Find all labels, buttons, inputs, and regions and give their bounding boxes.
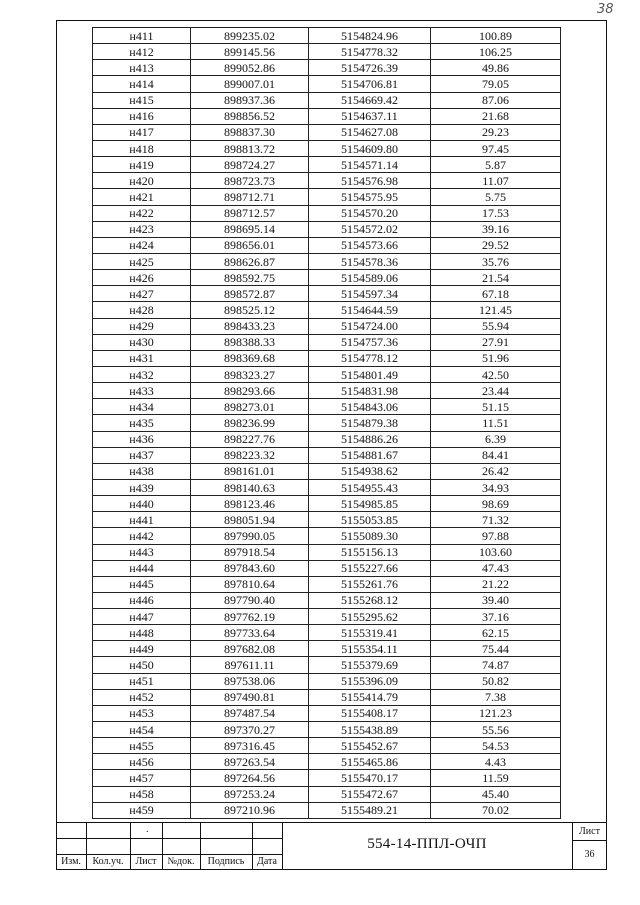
x-coordinate-cell: 897253.24 — [191, 786, 309, 802]
distance-cell: 39.40 — [431, 592, 561, 608]
point-id-cell: н441 — [93, 512, 191, 528]
x-coordinate-cell: 898369.68 — [191, 350, 309, 366]
point-id-cell: н431 — [93, 350, 191, 366]
point-id-cell: н446 — [93, 592, 191, 608]
point-id-cell: н425 — [93, 253, 191, 269]
y-coordinate-cell: 5154955.43 — [309, 479, 431, 495]
point-id-cell: н438 — [93, 463, 191, 479]
x-coordinate-cell: 898236.99 — [191, 415, 309, 431]
table-row — [93, 399, 561, 415]
point-id-cell: н430 — [93, 334, 191, 350]
table-row — [93, 738, 561, 754]
point-id-cell: н411 — [93, 28, 191, 44]
y-coordinate-cell: 5155414.79 — [309, 689, 431, 705]
distance-cell: 55.94 — [431, 318, 561, 334]
point-id-cell: н422 — [93, 205, 191, 221]
y-coordinate-cell: 5154575.95 — [309, 189, 431, 205]
y-coordinate-cell: 5154831.98 — [309, 383, 431, 399]
table-row — [93, 754, 561, 770]
table-row — [93, 496, 561, 512]
y-coordinate-cell: 5155261.76 — [309, 576, 431, 592]
table-row — [93, 673, 561, 689]
x-coordinate-cell: 898433.23 — [191, 318, 309, 334]
y-coordinate-cell: 5154879.38 — [309, 415, 431, 431]
x-coordinate-cell: 897682.08 — [191, 641, 309, 657]
table-row — [93, 124, 561, 140]
table-row — [93, 60, 561, 76]
y-coordinate-cell: 5154627.08 — [309, 124, 431, 140]
point-id-cell: н451 — [93, 673, 191, 689]
x-coordinate-cell: 898572.87 — [191, 286, 309, 302]
x-coordinate-cell: 898273.01 — [191, 399, 309, 415]
title-block — [56, 822, 607, 870]
distance-cell: 29.52 — [431, 237, 561, 253]
table-row — [93, 205, 561, 221]
point-id-cell: н453 — [93, 705, 191, 721]
distance-cell: 29.23 — [431, 124, 561, 140]
distance-cell: 11.51 — [431, 415, 561, 431]
table-row — [93, 221, 561, 237]
table-row — [93, 92, 561, 108]
x-coordinate-cell: 898723.73 — [191, 173, 309, 189]
distance-cell: 23.44 — [431, 383, 561, 399]
y-coordinate-cell: 5155319.41 — [309, 625, 431, 641]
point-id-cell: н420 — [93, 173, 191, 189]
x-coordinate-cell: 898656.01 — [191, 237, 309, 253]
distance-cell: 21.68 — [431, 108, 561, 124]
x-coordinate-cell: 898856.52 — [191, 108, 309, 124]
document-code: 554-14-ППЛ-ОЧП — [367, 836, 487, 852]
distance-cell: 26.42 — [431, 463, 561, 479]
point-id-cell: н427 — [93, 286, 191, 302]
y-coordinate-cell: 5154985.85 — [309, 496, 431, 512]
x-coordinate-cell: 899235.02 — [191, 28, 309, 44]
y-coordinate-cell: 5154571.14 — [309, 157, 431, 173]
point-id-cell: н417 — [93, 124, 191, 140]
x-coordinate-cell: 898937.36 — [191, 92, 309, 108]
distance-cell: 84.41 — [431, 447, 561, 463]
point-id-cell: н413 — [93, 60, 191, 76]
y-coordinate-cell: 5155465.86 — [309, 754, 431, 770]
x-coordinate-cell: 898123.46 — [191, 496, 309, 512]
point-id-cell: н447 — [93, 609, 191, 625]
y-coordinate-cell: 5155268.12 — [309, 592, 431, 608]
table-row — [93, 544, 561, 560]
x-coordinate-cell: 899145.56 — [191, 44, 309, 60]
distance-cell: 121.23 — [431, 705, 561, 721]
table-row — [93, 802, 561, 818]
x-coordinate-cell: 897918.54 — [191, 544, 309, 560]
distance-cell: 27.91 — [431, 334, 561, 350]
x-coordinate-cell: 899052.86 — [191, 60, 309, 76]
distance-cell: 42.50 — [431, 366, 561, 382]
y-coordinate-cell: 5154801.49 — [309, 366, 431, 382]
y-coordinate-cell: 5154609.80 — [309, 140, 431, 156]
x-coordinate-cell: 898223.32 — [191, 447, 309, 463]
distance-cell: 67.18 — [431, 286, 561, 302]
point-id-cell: н444 — [93, 560, 191, 576]
y-coordinate-cell: 5155470.17 — [309, 770, 431, 786]
x-coordinate-cell: 897538.06 — [191, 673, 309, 689]
coordinates-table — [92, 27, 561, 819]
distance-cell: 54.53 — [431, 738, 561, 754]
distance-cell: 51.96 — [431, 350, 561, 366]
x-coordinate-cell: 898525.12 — [191, 302, 309, 318]
table-row — [93, 237, 561, 253]
x-coordinate-cell: 898293.66 — [191, 383, 309, 399]
point-id-cell: н449 — [93, 641, 191, 657]
x-coordinate-cell: 897843.60 — [191, 560, 309, 576]
distance-cell: 17.53 — [431, 205, 561, 221]
sheet-number: 36 — [584, 849, 595, 860]
x-coordinate-cell: 897264.56 — [191, 770, 309, 786]
x-coordinate-cell: 898813.72 — [191, 140, 309, 156]
distance-cell: 4.43 — [431, 754, 561, 770]
label-data: Дата — [257, 856, 277, 867]
point-id-cell: н452 — [93, 689, 191, 705]
table-row — [93, 512, 561, 528]
table-row — [93, 302, 561, 318]
y-coordinate-cell: 5154576.98 — [309, 173, 431, 189]
point-id-cell: н443 — [93, 544, 191, 560]
table-row — [93, 28, 561, 44]
x-coordinate-cell: 898323.27 — [191, 366, 309, 382]
point-id-cell: н418 — [93, 140, 191, 156]
point-id-cell: н445 — [93, 576, 191, 592]
distance-cell: 50.82 — [431, 673, 561, 689]
x-coordinate-cell: 898724.27 — [191, 157, 309, 173]
x-coordinate-cell: 897316.45 — [191, 738, 309, 754]
distance-cell: 103.60 — [431, 544, 561, 560]
x-coordinate-cell: 897790.40 — [191, 592, 309, 608]
distance-cell: 11.07 — [431, 173, 561, 189]
distance-cell: 98.69 — [431, 496, 561, 512]
point-id-cell: н419 — [93, 157, 191, 173]
table-row — [93, 431, 561, 447]
y-coordinate-cell: 5154726.39 — [309, 60, 431, 76]
y-coordinate-cell: 5154824.96 — [309, 28, 431, 44]
table-row — [93, 76, 561, 92]
point-id-cell: н412 — [93, 44, 191, 60]
table-row — [93, 189, 561, 205]
y-coordinate-cell: 5154570.20 — [309, 205, 431, 221]
distance-cell: 34.93 — [431, 479, 561, 495]
x-coordinate-cell: 898161.01 — [191, 463, 309, 479]
sheet-label: Лист — [579, 826, 600, 837]
distance-cell: 70.02 — [431, 802, 561, 818]
distance-cell: 49.86 — [431, 60, 561, 76]
y-coordinate-cell: 5155295.62 — [309, 609, 431, 625]
table-row — [93, 770, 561, 786]
y-coordinate-cell: 5154757.36 — [309, 334, 431, 350]
y-coordinate-cell: 5154724.00 — [309, 318, 431, 334]
distance-cell: 75.44 — [431, 641, 561, 657]
distance-cell: 100.89 — [431, 28, 561, 44]
point-id-cell: н448 — [93, 625, 191, 641]
point-id-cell: н457 — [93, 770, 191, 786]
table-row — [93, 641, 561, 657]
table-row — [93, 318, 561, 334]
table-row — [93, 463, 561, 479]
y-coordinate-cell: 5155396.09 — [309, 673, 431, 689]
point-id-cell: н424 — [93, 237, 191, 253]
x-coordinate-cell: 898626.87 — [191, 253, 309, 269]
point-id-cell: н437 — [93, 447, 191, 463]
distance-cell: 121.45 — [431, 302, 561, 318]
table-row — [93, 350, 561, 366]
y-coordinate-cell: 5154843.06 — [309, 399, 431, 415]
x-coordinate-cell: 897210.96 — [191, 802, 309, 818]
table-row — [93, 270, 561, 286]
x-coordinate-cell: 897810.64 — [191, 576, 309, 592]
point-id-cell: н426 — [93, 270, 191, 286]
point-id-cell: н434 — [93, 399, 191, 415]
distance-cell: 62.15 — [431, 625, 561, 641]
point-id-cell: н429 — [93, 318, 191, 334]
distance-cell: 5.75 — [431, 189, 561, 205]
distance-cell: 11.59 — [431, 770, 561, 786]
x-coordinate-cell: 898837.30 — [191, 124, 309, 140]
point-id-cell: н458 — [93, 786, 191, 802]
x-coordinate-cell: 897762.19 — [191, 609, 309, 625]
point-id-cell: н459 — [93, 802, 191, 818]
page-corner-number: 38 — [597, 2, 614, 17]
table-row — [93, 157, 561, 173]
table-row — [93, 479, 561, 495]
table-row — [93, 609, 561, 625]
table-row — [93, 657, 561, 673]
y-coordinate-cell: 5154881.67 — [309, 447, 431, 463]
distance-cell: 79.05 — [431, 76, 561, 92]
x-coordinate-cell: 898712.57 — [191, 205, 309, 221]
distance-cell: 5.87 — [431, 157, 561, 173]
x-coordinate-cell: 897490.81 — [191, 689, 309, 705]
y-coordinate-cell: 5154572.02 — [309, 221, 431, 237]
distance-cell: 51.15 — [431, 399, 561, 415]
label-kol-uch: Кол.уч. — [92, 856, 124, 867]
point-id-cell: н428 — [93, 302, 191, 318]
point-id-cell: н423 — [93, 221, 191, 237]
y-coordinate-cell: 5155156.13 — [309, 544, 431, 560]
table-row — [93, 286, 561, 302]
table-row — [93, 447, 561, 463]
y-coordinate-cell: 5154573.66 — [309, 237, 431, 253]
table-row — [93, 560, 561, 576]
y-coordinate-cell: 5154578.36 — [309, 253, 431, 269]
table-row — [93, 415, 561, 431]
table-row — [93, 705, 561, 721]
point-id-cell: н415 — [93, 92, 191, 108]
x-coordinate-cell: 897733.64 — [191, 625, 309, 641]
label-izm: Изм. — [61, 856, 81, 867]
distance-cell: 37.16 — [431, 609, 561, 625]
y-coordinate-cell: 5155053.85 — [309, 512, 431, 528]
distance-cell: 35.76 — [431, 253, 561, 269]
y-coordinate-cell: 5154938.62 — [309, 463, 431, 479]
x-coordinate-cell: 897990.05 — [191, 528, 309, 544]
x-coordinate-cell: 897263.54 — [191, 754, 309, 770]
distance-cell: 97.88 — [431, 528, 561, 544]
point-id-cell: н421 — [93, 189, 191, 205]
point-id-cell: н456 — [93, 754, 191, 770]
point-id-cell: н450 — [93, 657, 191, 673]
point-id-cell: н435 — [93, 415, 191, 431]
label-ndok: №док. — [167, 856, 195, 867]
x-coordinate-cell: 897611.11 — [191, 657, 309, 673]
x-coordinate-cell: 898712.71 — [191, 189, 309, 205]
point-id-cell: н440 — [93, 496, 191, 512]
y-coordinate-cell: 5154669.42 — [309, 92, 431, 108]
x-coordinate-cell: 898227.76 — [191, 431, 309, 447]
x-coordinate-cell: 897370.27 — [191, 722, 309, 738]
x-coordinate-cell: 898592.75 — [191, 270, 309, 286]
point-id-cell: н454 — [93, 722, 191, 738]
table-row — [93, 108, 561, 124]
x-coordinate-cell: 898388.33 — [191, 334, 309, 350]
table-row — [93, 334, 561, 350]
y-coordinate-cell: 5155408.17 — [309, 705, 431, 721]
y-coordinate-cell: 5154597.34 — [309, 286, 431, 302]
title-block-dot: . — [146, 824, 149, 835]
table-row — [93, 592, 561, 608]
table-row — [93, 722, 561, 738]
distance-cell: 87.06 — [431, 92, 561, 108]
y-coordinate-cell: 5155227.66 — [309, 560, 431, 576]
y-coordinate-cell: 5154886.26 — [309, 431, 431, 447]
distance-cell: 71.32 — [431, 512, 561, 528]
distance-cell: 21.22 — [431, 576, 561, 592]
point-id-cell: н442 — [93, 528, 191, 544]
y-coordinate-cell: 5155472.67 — [309, 786, 431, 802]
table-row — [93, 786, 561, 802]
x-coordinate-cell: 898051.94 — [191, 512, 309, 528]
point-id-cell: н432 — [93, 366, 191, 382]
x-coordinate-cell: 898140.63 — [191, 479, 309, 495]
y-coordinate-cell: 5155354.11 — [309, 641, 431, 657]
distance-cell: 106.25 — [431, 44, 561, 60]
y-coordinate-cell: 5154589.06 — [309, 270, 431, 286]
table-row — [93, 173, 561, 189]
point-id-cell: н416 — [93, 108, 191, 124]
distance-cell: 97.45 — [431, 140, 561, 156]
y-coordinate-cell: 5154637.11 — [309, 108, 431, 124]
y-coordinate-cell: 5155379.69 — [309, 657, 431, 673]
label-list: Лист — [135, 856, 157, 867]
distance-cell: 55.56 — [431, 722, 561, 738]
point-id-cell: н439 — [93, 479, 191, 495]
y-coordinate-cell: 5155452.67 — [309, 738, 431, 754]
table-row — [93, 528, 561, 544]
y-coordinate-cell: 5155489.21 — [309, 802, 431, 818]
table-row — [93, 383, 561, 399]
point-id-cell: н414 — [93, 76, 191, 92]
distance-cell: 6.39 — [431, 431, 561, 447]
table-row — [93, 140, 561, 156]
point-id-cell: н455 — [93, 738, 191, 754]
table-row — [93, 689, 561, 705]
distance-cell: 39.16 — [431, 221, 561, 237]
distance-cell: 7.38 — [431, 689, 561, 705]
table-row — [93, 576, 561, 592]
distance-cell: 74.87 — [431, 657, 561, 673]
table-row — [93, 625, 561, 641]
y-coordinate-cell: 5155089.30 — [309, 528, 431, 544]
point-id-cell: н436 — [93, 431, 191, 447]
point-id-cell: н433 — [93, 383, 191, 399]
x-coordinate-cell: 898695.14 — [191, 221, 309, 237]
distance-cell: 21.54 — [431, 270, 561, 286]
table-row — [93, 44, 561, 60]
distance-cell: 45.40 — [431, 786, 561, 802]
x-coordinate-cell: 897487.54 — [191, 705, 309, 721]
distance-cell: 47.43 — [431, 560, 561, 576]
x-coordinate-cell: 899007.01 — [191, 76, 309, 92]
y-coordinate-cell: 5154644.59 — [309, 302, 431, 318]
label-podpis: Подпись — [207, 856, 245, 867]
y-coordinate-cell: 5155438.89 — [309, 722, 431, 738]
y-coordinate-cell: 5154778.32 — [309, 44, 431, 60]
y-coordinate-cell: 5154706.81 — [309, 76, 431, 92]
table-row — [93, 253, 561, 269]
table-row — [93, 366, 561, 382]
y-coordinate-cell: 5154778.12 — [309, 350, 431, 366]
